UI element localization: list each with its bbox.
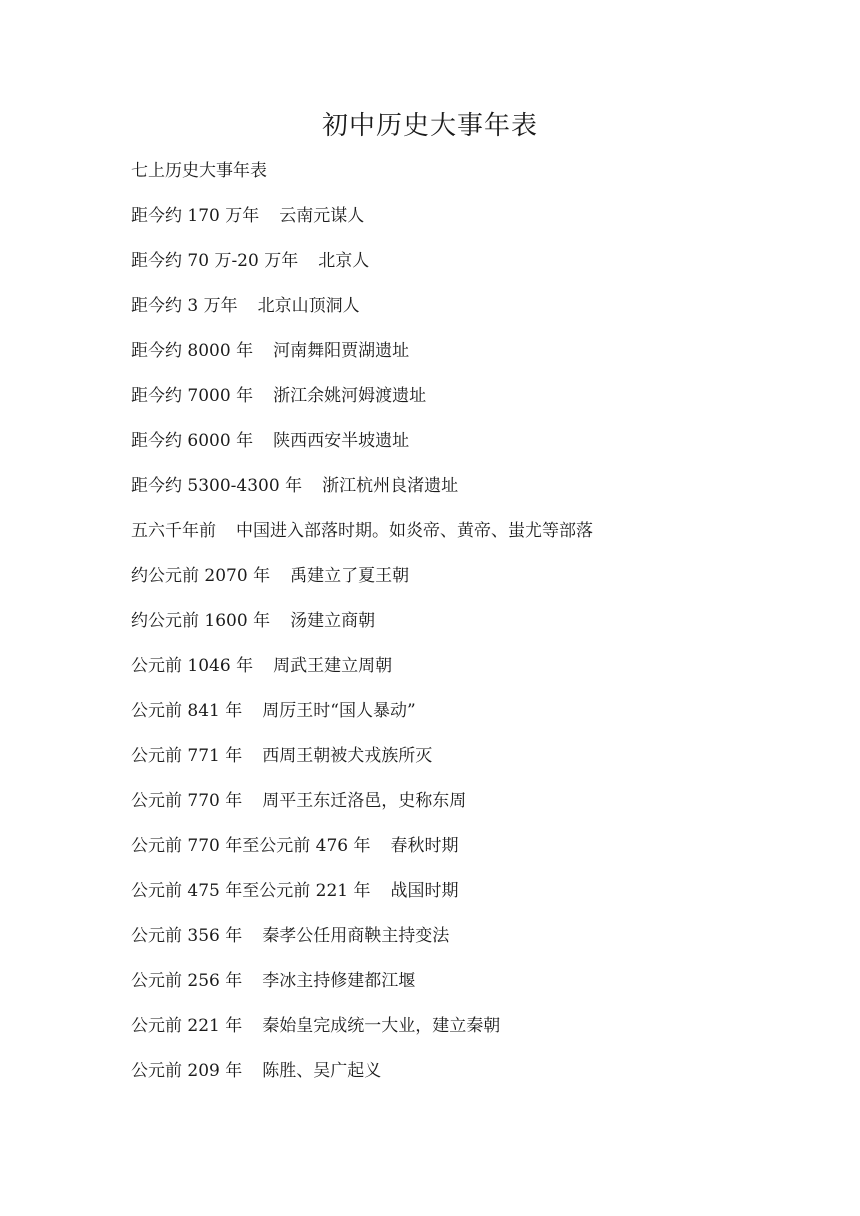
entry-event: 西周王朝被犬戎族所灭 <box>262 746 433 766</box>
entry-date: 公元前 770 年 <box>131 791 243 811</box>
entry-date: 距今约 170 万年 <box>131 206 260 226</box>
entry-event: 战国时期 <box>390 881 459 901</box>
entry-event: 春秋时期 <box>390 836 459 856</box>
timeline-entry <box>131 472 593 517</box>
timeline-entry <box>131 517 593 562</box>
entry-date: 约公元前 2070 年 <box>131 566 271 586</box>
entry-date: 五六千年前 <box>131 521 216 541</box>
timeline-entry <box>131 382 593 427</box>
entry-date: 公元前 209 年 <box>131 1061 243 1081</box>
entry-event: 秦始皇完成统一大业，建立秦朝 <box>262 1016 501 1036</box>
entry-date: 约公元前 1600 年 <box>131 611 271 631</box>
timeline-entry <box>131 1057 593 1102</box>
entry-event: 陈胜、吴广起义 <box>262 1061 382 1081</box>
entry-date: 距今约 8000 年 <box>131 341 254 361</box>
timeline-entry <box>131 337 593 382</box>
timeline-entry <box>131 877 593 922</box>
entry-event: 汤建立商朝 <box>290 611 376 631</box>
entry-event: 秦孝公任用商鞅主持变法 <box>262 926 450 946</box>
entry-event: 李冰主持修建都江堰 <box>262 971 416 991</box>
entry-event: 周厉王时“国人暴动” <box>262 701 416 721</box>
entry-event: 中国进入部落时期。如炎帝、黄帝、蚩尤等部落 <box>236 521 593 541</box>
entry-event: 北京人 <box>318 251 370 271</box>
entry-event: 云南元谋人 <box>279 206 365 226</box>
entry-event: 浙江余姚河姆渡遗址 <box>273 386 427 406</box>
entry-date: 公元前 1046 年 <box>131 656 254 676</box>
entry-event: 河南舞阳贾湖遗址 <box>273 341 410 361</box>
timeline-list <box>131 202 593 1102</box>
timeline-entry <box>131 832 593 877</box>
timeline-entry <box>131 427 593 472</box>
entry-event: 浙江杭州良渚遗址 <box>322 476 459 496</box>
section-heading: 七上历史大事年表 <box>131 161 267 181</box>
entry-event: 周武王建立周朝 <box>273 656 393 676</box>
entry-date: 距今约 7000 年 <box>131 386 254 406</box>
entry-date: 公元前 475 年至公元前 221 年 <box>131 881 371 901</box>
entry-event: 禹建立了夏王朝 <box>290 566 410 586</box>
entry-date: 距今约 70 万-20 万年 <box>131 251 299 271</box>
timeline-entry <box>131 922 593 967</box>
timeline-entry <box>131 742 593 787</box>
entry-event: 陕西西安半坡遗址 <box>273 431 410 451</box>
timeline-entry <box>131 652 593 697</box>
timeline-entry <box>131 967 593 1012</box>
timeline-entry <box>131 202 593 247</box>
timeline-entry <box>131 1012 593 1057</box>
entry-date: 距今约 3 万年 <box>131 296 238 316</box>
entry-date: 公元前 770 年至公元前 476 年 <box>131 836 371 856</box>
entry-event: 周平王东迁洛邑，史称东周 <box>262 791 467 811</box>
entry-date: 公元前 771 年 <box>131 746 243 766</box>
timeline-entry <box>131 607 593 652</box>
timeline-entry <box>131 292 593 337</box>
entry-date: 公元前 841 年 <box>131 701 243 721</box>
entry-date: 公元前 221 年 <box>131 1016 243 1036</box>
timeline-entry <box>131 562 593 607</box>
entry-date: 公元前 256 年 <box>131 971 243 991</box>
entry-date: 距今约 6000 年 <box>131 431 254 451</box>
timeline-entry <box>131 787 593 832</box>
entry-date: 距今约 5300-4300 年 <box>131 476 303 496</box>
timeline-entry <box>131 697 593 742</box>
entry-event: 北京山顶洞人 <box>257 296 360 316</box>
timeline-entry <box>131 247 593 292</box>
document-title: 初中历史大事年表 <box>321 111 538 141</box>
entry-date: 公元前 356 年 <box>131 926 243 946</box>
